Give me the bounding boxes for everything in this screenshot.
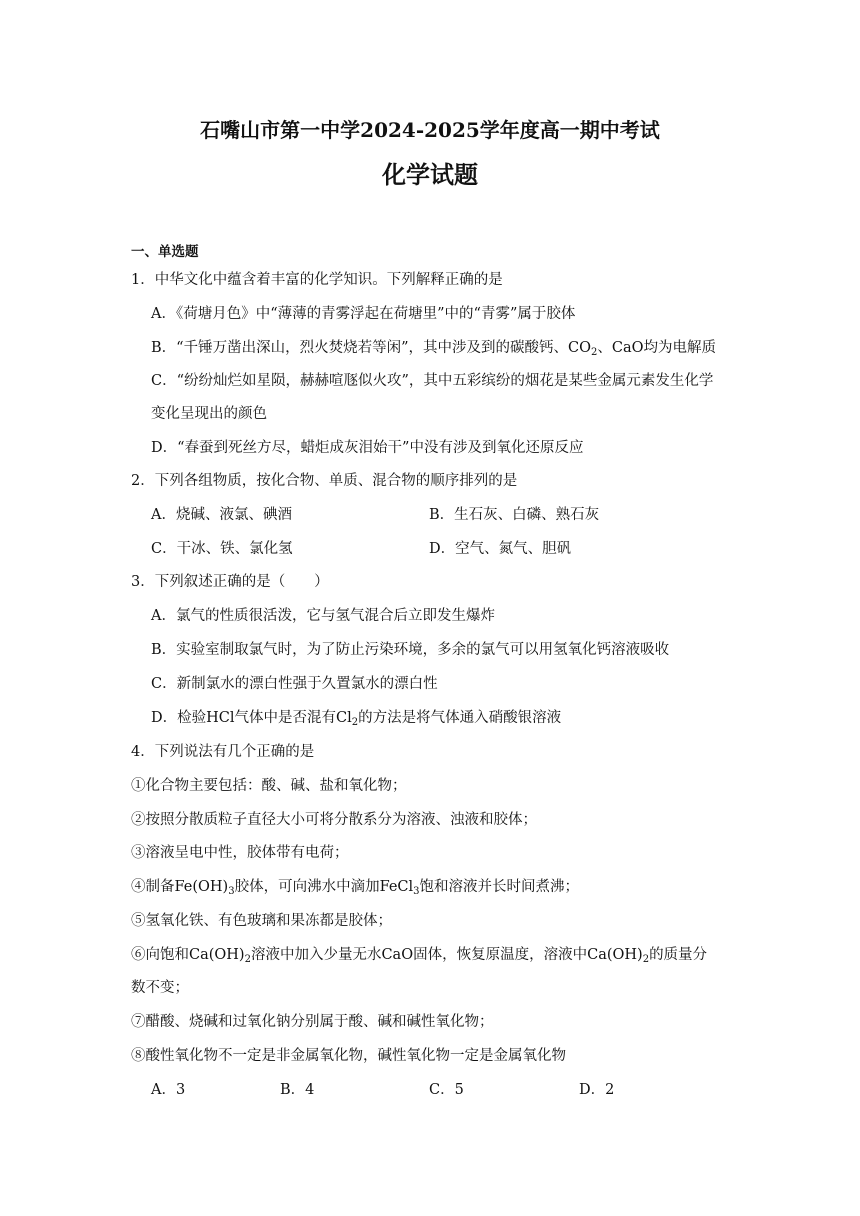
question-3-option-b: B．实验室制取氯气时，为了防止污染环境，多余的氯气可以用氢氧化钙溶液吸收 [151,642,670,658]
question-4-statement-4: ④制备$Fe(OH)_3$胶体，可向沸水中滴加FeCl$_3$饱和溶液并长时间煮沸； [131,879,580,897]
question-4-statement-3: ③溶液呈电中性，胶体带有电荷； [131,845,349,861]
question-4-stem: 4．下列说法有几个正确的是 [131,744,315,760]
question-4-option-c: C．5 [429,1082,464,1098]
question-4-statement-6-cont: 数不变； [131,980,189,996]
question-4-statement-6: ⑥向饱和$Ca(OH)_2$溶液中加入少量无水CaO固体，恢复原温度，溶液中$Ca(OH)_2$的质量分 [131,947,708,965]
question-1-option-b: B．“千锤万凿出深山，烈火焚烧若等闲”，其中涉及到的碳酸钙、$CO_2$、CaO均为电解质 [151,340,716,358]
question-2-stem: 2．下列各组物质，按化合物、单质、混合物的顺序排列的是 [131,473,518,489]
question-3-stem: 3．下列叙述正确的是（ ） [131,574,329,590]
question-3-option-d: D．检验HCl气体中是否混有$Cl_2$的方法是将气体通入硝酸银溶液 [151,710,562,728]
question-4-option-b: B．4 [280,1082,315,1098]
question-2-option-c: C．干冰、铁、氯化氢 [151,541,293,557]
question-1-stem: 1．中华文化中蕴含着丰富的化学知识。下列解释正确的是 [131,272,503,288]
question-4-statement-5: ⑤氢氧化铁、有色玻璃和果冻都是胶体； [131,913,392,929]
question-4-statement-2: ②按照分散质粒子直径大小可将分散系分为溶液、浊液和胶体； [131,812,537,828]
question-4-statement-7: ⑦醋酸、烧碱和过氧化钠分别属于酸、碱和碱性氧化物； [131,1014,494,1030]
question-2-option-b: B．生石灰、白磷、熟石灰 [429,507,600,523]
question-1-option-d: D．“春蚕到死丝方尽，蜡炬成灰泪始干”中没有涉及到氧化还原反应 [151,440,584,456]
question-2-option-a: A．烧碱、液氯、碘酒 [151,507,292,523]
question-4-statement-8: ⑧酸性氧化物不一定是非金属氧化物，碱性氧化物一定是金属氧化物 [131,1048,566,1064]
section-heading: 一、单选题 [131,244,199,260]
exam-subtitle: 化学试题 [382,160,478,189]
question-4-statement-1: ①化合物主要包括：酸、碱、盐和氧化物； [131,778,407,794]
question-1-option-c-cont: 变化呈现出的颜色 [151,406,267,422]
question-1-option-c: C．“纷纷灿烂如星陨，赫赫喧豗似火攻”，其中五彩缤纷的烟花是某些金属元素发生化学 [151,373,714,389]
question-3-option-c: C．新制氯水的漂白性强于久置氯水的漂白性 [151,676,438,692]
question-4-option-a: A．3 [151,1082,186,1098]
exam-title: 石嘴山市第一中学2024-2025学年度高一期中考试 [200,118,660,142]
question-1-option-a: A．《荷塘月色》中“薄薄的青雾浮起在荷塘里”中的“青雾”属于胶体 [151,306,576,322]
question-3-option-a: A．氯气的性质很活泼，它与氢气混合后立即发生爆炸 [151,608,495,624]
question-4-option-d: D．2 [579,1082,615,1098]
question-2-option-d: D．空气、氮气、胆矾 [429,541,572,557]
